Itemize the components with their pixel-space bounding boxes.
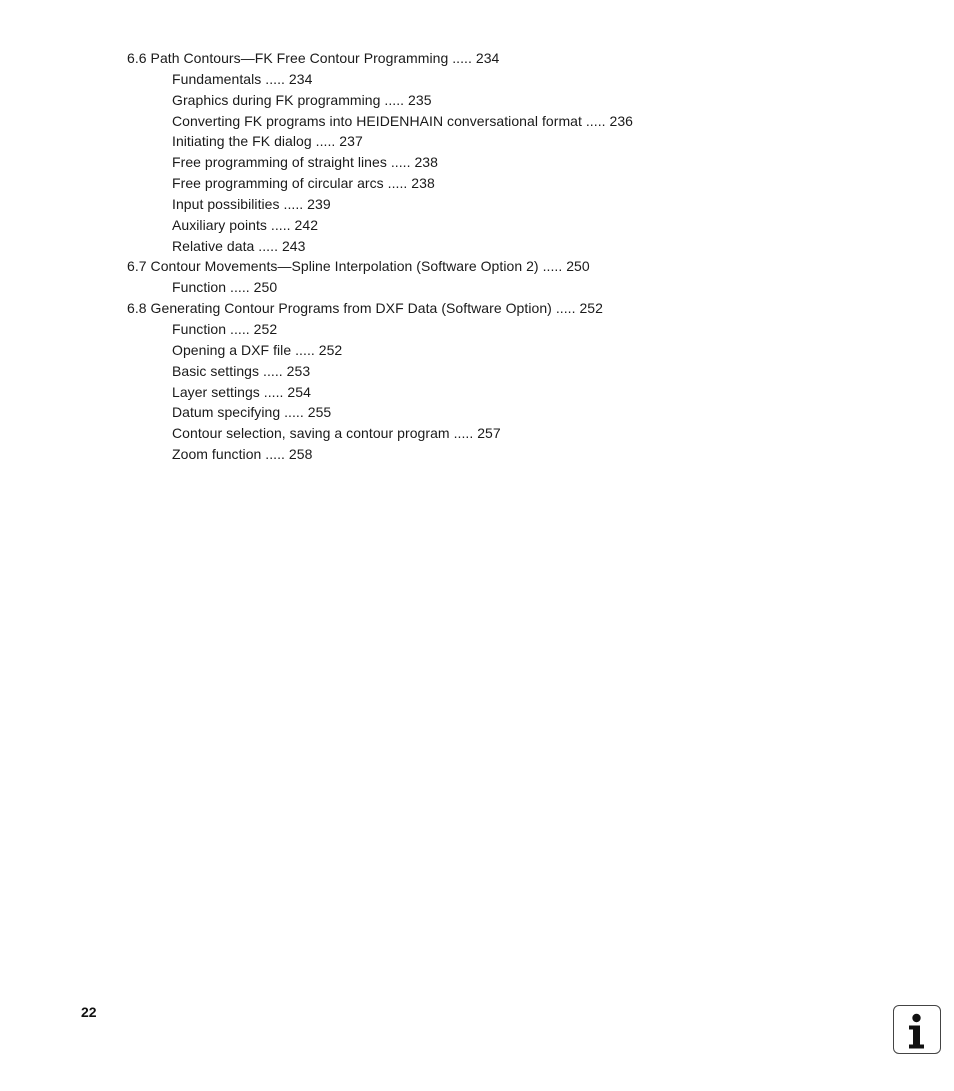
info-icon (893, 1005, 941, 1054)
toc-entry[interactable]: Basic settings ..... 253 (172, 362, 311, 379)
toc-entry[interactable]: Fundamentals ..... 234 (172, 70, 313, 87)
toc-entry[interactable]: Input possibilities ..... 239 (172, 195, 331, 212)
toc-entry[interactable]: Relative data ..... 243 (172, 237, 306, 254)
toc-section-heading[interactable]: 6.8 Generating Contour Programs from DXF Data (Software Option) ..... 252 (127, 300, 603, 317)
info-glyph (894, 1006, 939, 1052)
toc-entry[interactable]: Auxiliary points ..... 242 (172, 216, 319, 233)
toc-entry[interactable]: Contour selection, saving a contour program ..... 257 (172, 425, 501, 442)
toc-section-heading[interactable]: 6.6 Path Contours—FK Free Contour Programming ..... 234 (127, 50, 500, 66)
toc-entry[interactable]: Function ..... 250 (172, 279, 278, 296)
toc-entry[interactable]: Datum specifying ..... 255 (172, 404, 332, 421)
toc-entry[interactable]: Free programming of circular arcs ..... 238 (172, 175, 435, 192)
toc-entry[interactable]: Opening a DXF file ..... 252 (172, 341, 343, 358)
page-number: 22 (81, 1004, 97, 1020)
toc-entry[interactable]: Function ..... 252 (172, 320, 278, 337)
toc-entry[interactable]: Converting FK programs into HEIDENHAIN conversational format ..... 236 (172, 112, 634, 129)
toc-entry[interactable]: Layer settings ..... 254 (172, 383, 311, 400)
toc-entry[interactable]: Zoom function ..... 258 (172, 446, 313, 463)
table-of-contents (127, 48, 887, 465)
toc-entry[interactable]: Free programming of straight lines ..... 238 (172, 154, 438, 171)
toc-entry[interactable]: Graphics during FK programming ..... 235 (172, 91, 432, 108)
toc-entry[interactable]: Initiating the FK dialog ..... 237 (172, 133, 363, 150)
toc-section-heading[interactable]: 6.7 Contour Movements—Spline Interpolation (Software Option 2) ..... 250 (127, 258, 590, 275)
